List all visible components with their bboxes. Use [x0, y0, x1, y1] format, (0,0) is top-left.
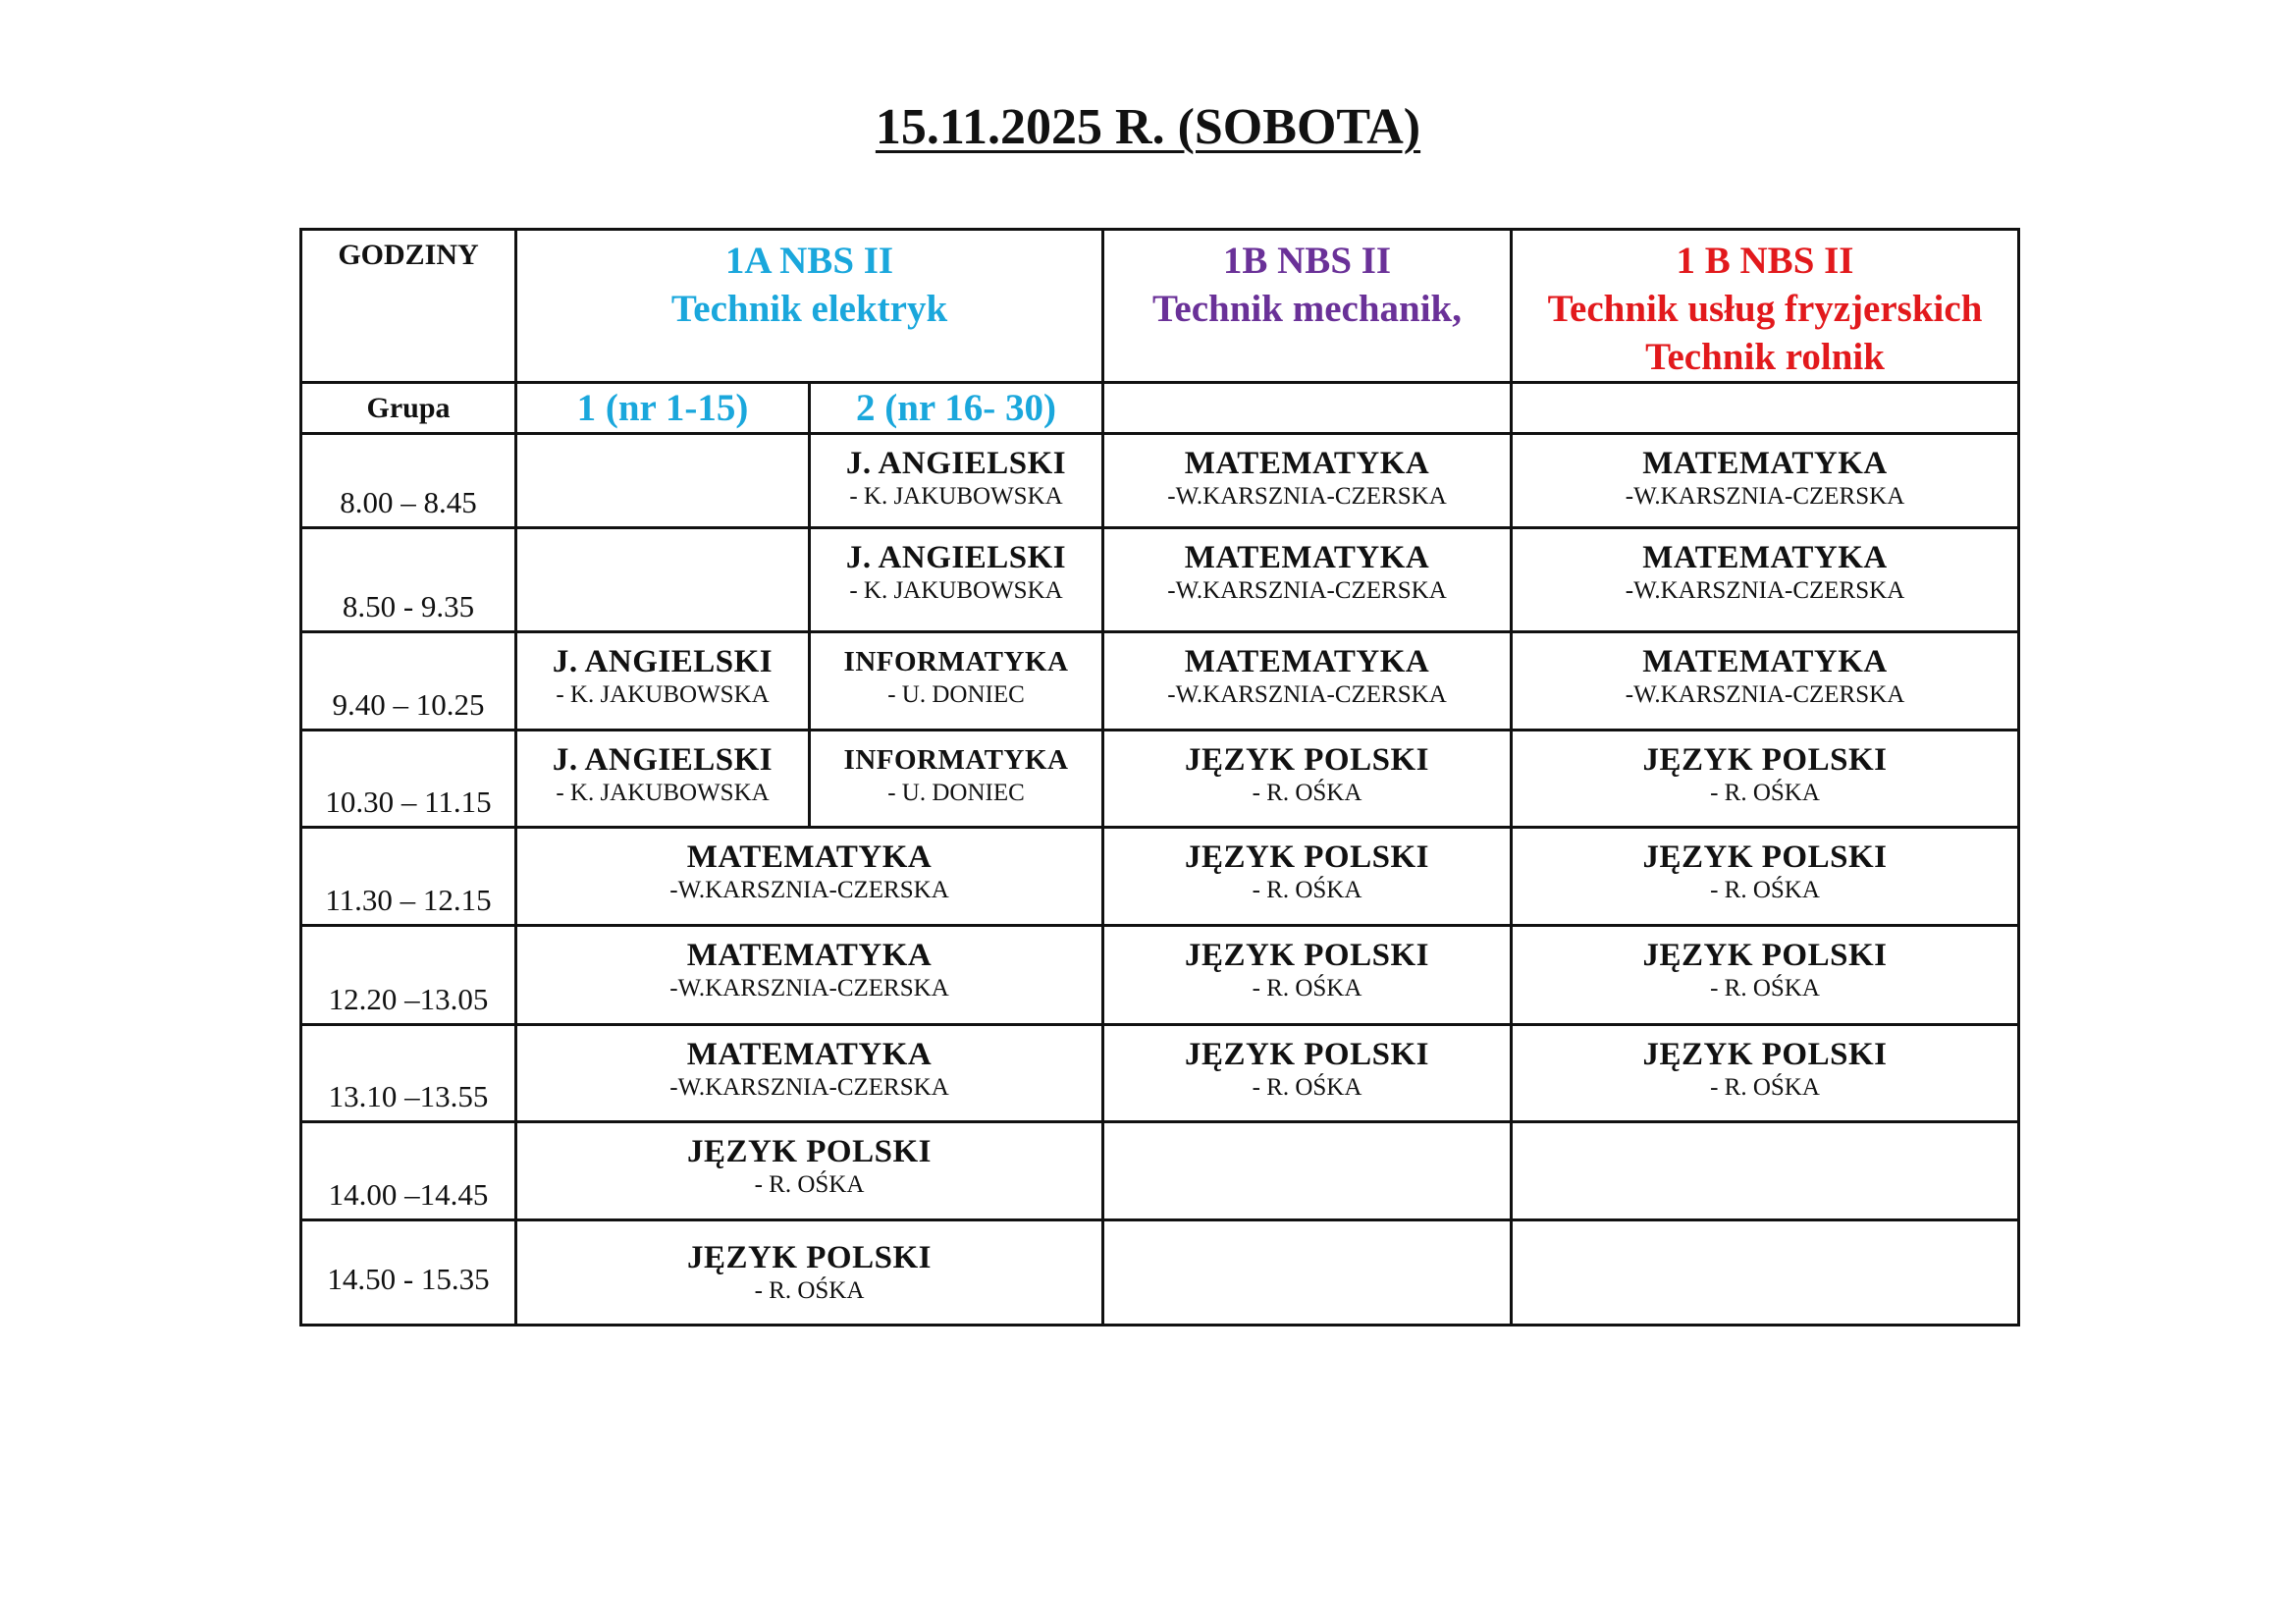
time-cell: 14.00 –14.45	[301, 1122, 516, 1220]
header-row	[301, 230, 2019, 383]
time-cell: 13.10 –13.55	[301, 1025, 516, 1122]
group-row	[301, 383, 2019, 434]
teacher-name: -W.KARSZNIA-CZERSKA	[1625, 681, 1905, 708]
time-cell: 8.00 – 8.45	[301, 434, 516, 528]
teacher-name: -W.KARSZNIA-CZERSKA	[669, 877, 949, 903]
teacher-name: - K. JAKUBOWSKA	[556, 681, 770, 708]
table-row	[301, 528, 2019, 632]
class-1a-profile: Technik elektryk	[670, 288, 948, 330]
lesson-cell	[810, 434, 1103, 528]
group-empty-cell	[1512, 383, 2019, 434]
table-row	[301, 632, 2019, 731]
table-row	[301, 926, 2019, 1025]
teacher-name: - U. DONIEC	[887, 681, 1025, 708]
hours-header: GODZINY	[301, 230, 516, 383]
class-1b-profile: Technik mechanik,	[1152, 288, 1462, 330]
subject-name: JĘZYK POLSKI	[1642, 839, 1888, 875]
time-cell: 14.50 - 15.35	[301, 1220, 516, 1326]
subject-name: JĘZYK POLSKI	[1642, 938, 1888, 973]
subject-name: MATEMATYKA	[1642, 446, 1888, 481]
teacher-name: -W.KARSZNIA-CZERSKA	[669, 1074, 949, 1101]
lesson-cell	[810, 528, 1103, 632]
teacher-name: -W.KARSZNIA-CZERSKA	[1625, 483, 1905, 510]
teacher-name: - K. JAKUBOWSKA	[849, 483, 1063, 510]
lesson-cell	[1103, 434, 1512, 528]
lesson-cell	[1512, 434, 2019, 528]
schedule-table	[299, 228, 2020, 1326]
lesson-cell	[1512, 731, 2019, 828]
lesson-cell	[1103, 828, 1512, 926]
class-1b2-header	[1512, 230, 2019, 383]
empty-cell	[1103, 1220, 1512, 1326]
subject-name: J. ANGIELSKI	[552, 742, 774, 778]
lesson-cell	[516, 1025, 1103, 1122]
lesson-cell	[516, 731, 810, 828]
empty-cell	[1512, 1220, 2019, 1326]
lesson-cell	[516, 1122, 1103, 1220]
teacher-name: - R. OŚKA	[1710, 780, 1820, 806]
lesson-cell	[516, 828, 1103, 926]
subject-name: INFORMATYKA	[843, 744, 1069, 776]
table-row	[301, 1122, 2019, 1220]
lesson-cell	[1103, 632, 1512, 731]
class-1b-name: 1B NBS II	[1222, 240, 1392, 282]
subject-name: MATEMATYKA	[1184, 540, 1430, 575]
subject-name: MATEMATYKA	[1642, 540, 1888, 575]
subject-name: JĘZYK POLSKI	[1185, 938, 1429, 973]
subject-name: JĘZYK POLSKI	[1642, 742, 1888, 778]
teacher-name: - R. OŚKA	[1252, 877, 1362, 903]
group-2-header: 2 (nr 16- 30)	[810, 383, 1103, 434]
subject-name: MATEMATYKA	[1184, 644, 1430, 679]
subject-name: MATEMATYKA	[686, 839, 933, 875]
teacher-name: - K. JAKUBOWSKA	[556, 780, 770, 806]
empty-cell	[516, 434, 810, 528]
subject-name: JĘZYK POLSKI	[1185, 742, 1429, 778]
teacher-name: - U. DONIEC	[887, 780, 1025, 806]
lesson-cell	[516, 926, 1103, 1025]
class-1b-header	[1103, 230, 1512, 383]
empty-cell	[1103, 1122, 1512, 1220]
teacher-name: - R. OŚKA	[1710, 975, 1820, 1001]
subject-name: MATEMATYKA	[1642, 644, 1888, 679]
table-row	[301, 828, 2019, 926]
lesson-cell	[810, 731, 1103, 828]
subject-name: J. ANGIELSKI	[845, 540, 1067, 575]
lesson-cell	[1512, 828, 2019, 926]
teacher-name: - R. OŚKA	[1252, 975, 1362, 1001]
time-cell: 11.30 – 12.15	[301, 828, 516, 926]
subject-name: JĘZYK POLSKI	[687, 1134, 932, 1169]
lesson-cell	[1103, 926, 1512, 1025]
subject-name: JĘZYK POLSKI	[1185, 839, 1429, 875]
teacher-name: -W.KARSZNIA-CZERSKA	[1167, 681, 1447, 708]
lesson-cell	[1103, 1025, 1512, 1122]
table-row	[301, 1025, 2019, 1122]
teacher-name: - R. OŚKA	[1252, 1074, 1362, 1101]
subject-name: MATEMATYKA	[686, 938, 933, 973]
lesson-cell	[1103, 528, 1512, 632]
lesson-cell	[1512, 632, 2019, 731]
teacher-name: - R. OŚKA	[1710, 1074, 1820, 1101]
teacher-name: - R. OŚKA	[1252, 780, 1362, 806]
teacher-name: - K. JAKUBOWSKA	[849, 577, 1063, 604]
class-1a-header	[516, 230, 1103, 383]
subject-name: INFORMATYKA	[843, 646, 1069, 677]
subject-name: JĘZYK POLSKI	[687, 1240, 932, 1275]
teacher-name: - R. OŚKA	[754, 1171, 865, 1198]
lesson-cell	[1103, 731, 1512, 828]
lesson-cell	[516, 632, 810, 731]
subject-name: J. ANGIELSKI	[845, 446, 1067, 481]
group-empty-cell	[1103, 383, 1512, 434]
teacher-name: - R. OŚKA	[754, 1277, 865, 1304]
group-label: Grupa	[301, 383, 516, 434]
subject-name: MATEMATYKA	[686, 1037, 933, 1072]
class-1b2-profile-1: Technik usług fryzjerskich	[1547, 288, 1983, 330]
page-title: 15.11.2025 R. (SOBOTA)	[875, 99, 1421, 155]
subject-name: J. ANGIELSKI	[552, 644, 774, 679]
time-cell: 8.50 - 9.35	[301, 528, 516, 632]
teacher-name: -W.KARSZNIA-CZERSKA	[669, 975, 949, 1001]
lesson-cell	[516, 1220, 1103, 1326]
lesson-cell	[810, 632, 1103, 731]
lesson-cell	[1512, 926, 2019, 1025]
class-1a-name: 1A NBS II	[724, 240, 894, 282]
subject-name: JĘZYK POLSKI	[1642, 1037, 1888, 1072]
table-row	[301, 731, 2019, 828]
subject-name: MATEMATYKA	[1184, 446, 1430, 481]
time-cell: 10.30 – 11.15	[301, 731, 516, 828]
table-row	[301, 1220, 2019, 1326]
subject-name: JĘZYK POLSKI	[1185, 1037, 1429, 1072]
empty-cell	[516, 528, 810, 632]
lesson-cell	[1512, 528, 2019, 632]
teacher-name: -W.KARSZNIA-CZERSKA	[1625, 577, 1905, 604]
teacher-name: - R. OŚKA	[1710, 877, 1820, 903]
class-1b2-profile-2: Technik rolnik	[1645, 336, 1885, 378]
group-1-header: 1 (nr 1-15)	[516, 383, 810, 434]
lesson-cell	[1512, 1025, 2019, 1122]
time-cell: 12.20 –13.05	[301, 926, 516, 1025]
table-row	[301, 434, 2019, 528]
time-cell: 9.40 – 10.25	[301, 632, 516, 731]
teacher-name: -W.KARSZNIA-CZERSKA	[1167, 483, 1447, 510]
empty-cell	[1512, 1122, 2019, 1220]
teacher-name: -W.KARSZNIA-CZERSKA	[1167, 577, 1447, 604]
class-1b2-name: 1 B NBS II	[1676, 240, 1854, 282]
